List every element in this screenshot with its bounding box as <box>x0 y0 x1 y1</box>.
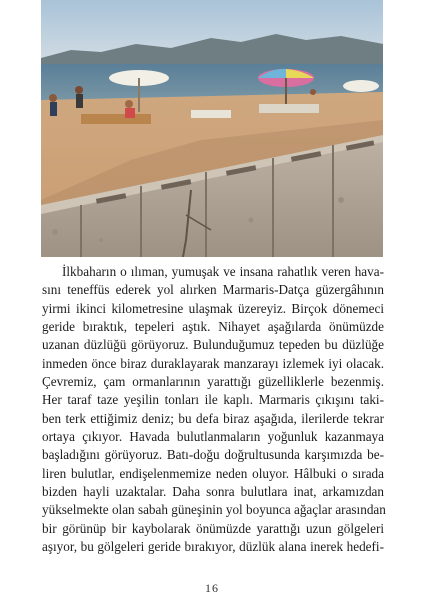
body-line: aşıyor, bu gölgeleri geride bırakıyor, düzlük alana inerek hedefi- <box>42 539 384 555</box>
body-text <box>42 263 384 557</box>
beach-photo <box>41 0 383 257</box>
body-line: Her taraf taze yeşilin tonları ile kaplı. Marmaris çıkışını taki- <box>42 392 384 408</box>
body-line: sını teneffüs ederek yol alırken Marmaris-Datça güzergâhının <box>42 282 384 298</box>
body-line: geride bıraktık, tepeleri aştık. Nihayet aşağılarda önümüzde <box>42 319 384 335</box>
body-line: İlkbaharın o ılıman, yumuşak ve insana rahatlık veren hava- <box>62 264 384 279</box>
body-line: inmeden önce biraz duraklayarak manzarayı izlemek iyi olacak. <box>42 355 384 371</box>
beach-photo-image <box>41 0 383 257</box>
body-line: yükselmekte olan sabah güneşinin yol boyunca ağaçlar arasından <box>42 502 386 518</box>
body-line: Çevremiz, çam ormanlarının yarattığı güzelliklerle bezenmiş. <box>42 374 384 390</box>
body-line: bir görünüp bir kaybolarak önümüzde yarattığı uzun gölgeleri <box>42 520 384 536</box>
body-line: bizden hayli uzaktalar. Daha sonra bulutlara inat, arkamızdan <box>42 484 384 500</box>
body-line: ortaya çıkıyor. Havada bulutlanmaların yoğunluk kazanmaya <box>42 429 384 445</box>
body-line: uzanan düzlüğü görüyoruz. Bulunduğumuz tepeden bu düzlüğe <box>42 337 384 353</box>
body-line: liren bulutlar, endişelenmemize neden oluyor. Hâlbuki o sırada <box>42 465 384 481</box>
body-line: ben terk ettiğimiz deniz; bu defa biraz aşağıda, ilerilerde tekrar <box>42 410 384 426</box>
page-number: 16 <box>205 581 219 595</box>
body-line: başladığını görüyoruz. Batı-doğu doğrultusunda karşımızda be- <box>42 447 384 463</box>
body-line: yirmi ikinci kilometresine ulaşmak üzereyiz. Birçok dönemeci <box>42 300 384 316</box>
